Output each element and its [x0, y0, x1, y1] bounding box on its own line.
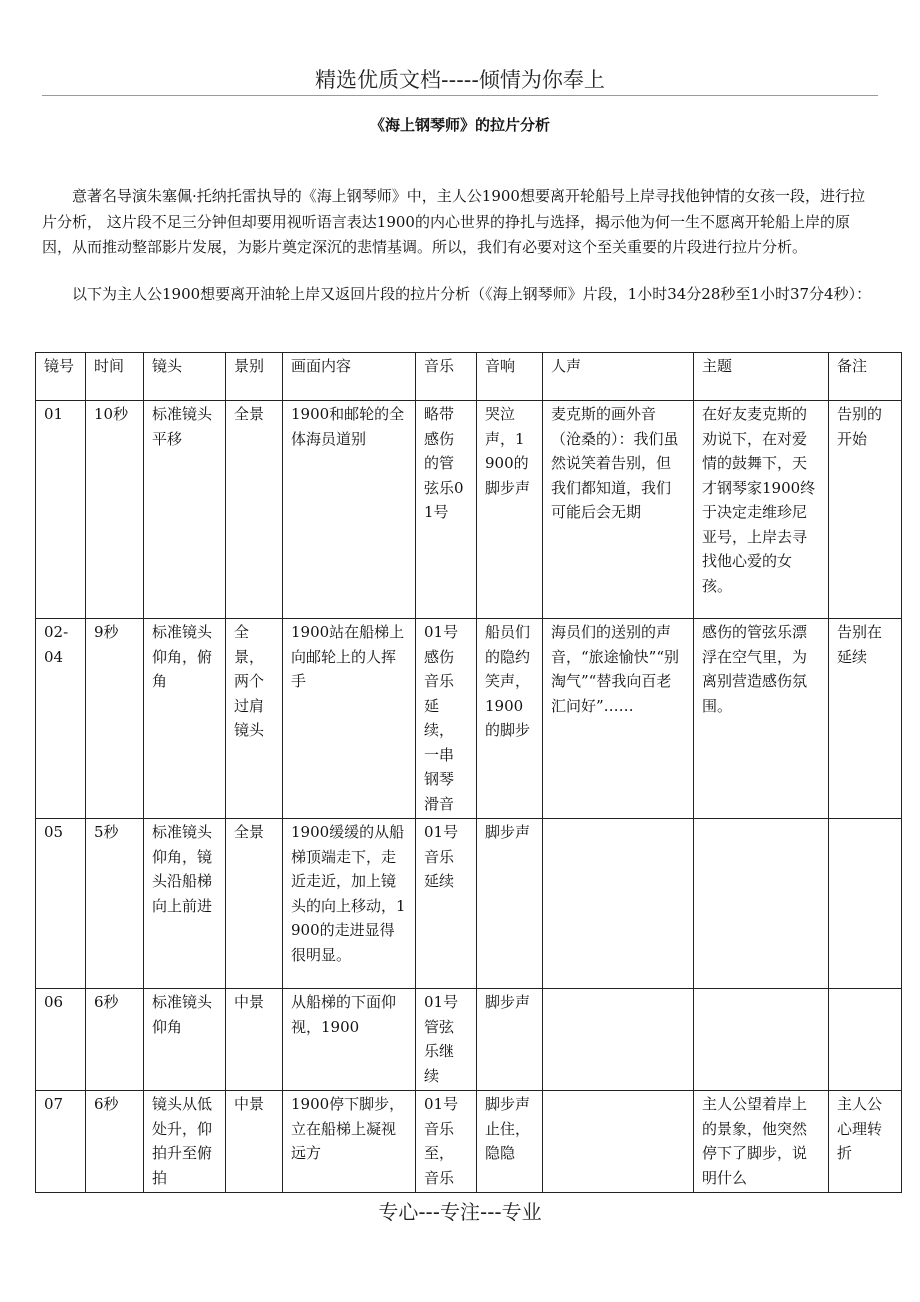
table-cell: 脚步声止住，隐隐: [477, 1091, 543, 1193]
table-cell: 中景: [226, 989, 283, 1091]
table-cell: 从船梯的下面仰视，1900: [283, 989, 416, 1091]
table-cell: 标准镜头仰角，镜头沿船梯向上前进: [144, 819, 226, 989]
table-cell: 01号音乐延续: [416, 819, 477, 989]
table-cell: 中景: [226, 1091, 283, 1193]
table-cell: 9秒: [86, 619, 144, 819]
table-cell: 1900站在船梯上向邮轮上的人挥手: [283, 619, 416, 819]
table-cell: 全景，两个过肩镜头: [226, 619, 283, 819]
table-cell: 脚步声: [477, 819, 543, 989]
table-cell: 镜头从低处升，仰拍升至俯拍: [144, 1091, 226, 1193]
table-cell: 6秒: [86, 989, 144, 1091]
table-cell: 告别的开始: [829, 401, 902, 619]
header-cell-music: 音乐: [416, 353, 477, 401]
header-cell-sound: 音响: [477, 353, 543, 401]
table-cell: 略带感伤的管弦乐01号: [416, 401, 477, 619]
table-cell: 主人公望着岸上的景象，他突然停下了脚步，说明什么: [694, 1091, 829, 1193]
header-cell-shot-no: 镜号: [36, 353, 86, 401]
table-cell: 1900和邮轮的全体海员道别: [283, 401, 416, 619]
table-row: [36, 819, 902, 989]
table-cell: 10秒: [86, 401, 144, 619]
header-divider: [42, 95, 878, 96]
table-row: [36, 1091, 902, 1193]
table-header-row: [36, 353, 902, 401]
table-cell: 在好友麦克斯的劝说下，在对爱情的鼓舞下，天才钢琴家1900终于决定走维珍尼亚号，上岸去寻找他心爱的女孩。: [694, 401, 829, 619]
table-cell: 船员们的隐约笑声，1900的脚步: [477, 619, 543, 819]
table-row: [36, 619, 902, 819]
table-cell: [543, 819, 694, 989]
header-cell-voice: 人声: [543, 353, 694, 401]
header-cell-shot-size: 景别: [226, 353, 283, 401]
table-cell: [543, 989, 694, 1091]
table-cell: 麦克斯的画外音（沧桑的）：我们虽然说笑着告别，但我们都知道，我们可能后会无期: [543, 401, 694, 619]
table-cell: [543, 1091, 694, 1193]
shot-analysis-table: [35, 352, 902, 1193]
table-cell: [829, 819, 902, 989]
table-cell: 哭泣声，1900的脚步声: [477, 401, 543, 619]
header-cell-theme: 主题: [694, 353, 829, 401]
table-cell: 告别在延续: [829, 619, 902, 819]
header-cell-camera: 镜头: [144, 353, 226, 401]
table-cell: [694, 819, 829, 989]
table-row: [36, 989, 902, 1091]
table-cell: 感伤的管弦乐漂浮在空气里，为离别营造感伤氛围。: [694, 619, 829, 819]
table-row: [36, 401, 902, 619]
table-cell: 1900缓缓的从船梯顶端走下，走近走近，加上镜头的向上移动，1900的走进显得很明显。: [283, 819, 416, 989]
table-cell: 07: [36, 1091, 86, 1193]
intro-paragraph: 意著名导演朱塞佩·托纳托雷执导的《海上钢琴师》中，主人公1900想要离开轮船号上岸寻找他钟情的女孩一段，进行拉片分析， 这片段不足三分钟但却要用视听语言表达1900的内心世界的挣扎与选择，揭示他为何一生不愿离开轮船上岸的原因，从而推动整部影片发展，为影片奠定深沉的悲情基调。所以，我们有必要对这个至关重要的片段进行拉片分析。: [42, 187, 865, 256]
table-cell: 全景: [226, 401, 283, 619]
document-title: 《海上钢琴师》的拉片分析: [369, 116, 550, 134]
table-cell: [694, 989, 829, 1091]
table-cell: 1900停下脚步，立在船梯上凝视远方: [283, 1091, 416, 1193]
table-cell: 标准镜头仰角: [144, 989, 226, 1091]
table-cell: 02-04: [36, 619, 86, 819]
table-cell: 01号管弦乐继续: [416, 989, 477, 1091]
table-cell: 主人公心理转折: [829, 1091, 902, 1193]
table-cell: 海员们的送别的声音，“旅途愉快”“别淘气”“替我向百老汇问好”……: [543, 619, 694, 819]
table-cell: 5秒: [86, 819, 144, 989]
table-cell: 全景: [226, 819, 283, 989]
table-cell: 标准镜头仰角，俯角: [144, 619, 226, 819]
page-header: 精选优质文档-----倾情为你奉上: [315, 68, 605, 92]
table-cell: 01号音乐至，音乐: [416, 1091, 477, 1193]
header-cell-notes: 备注: [829, 353, 902, 401]
table-cell: 脚步声: [477, 989, 543, 1091]
header-cell-time: 时间: [86, 353, 144, 401]
table-cell: 6秒: [86, 1091, 144, 1193]
scope-paragraph: 以下为主人公1900想要离开油轮上岸又返回片段的拉片分析（《海上钢琴师》片段，1小时34分28秒至1小时37分4秒）：: [72, 285, 872, 303]
table-cell: [829, 989, 902, 1091]
table-cell: 05: [36, 819, 86, 989]
table-cell: 06: [36, 989, 86, 1091]
page-footer: 专心---专注---专业: [378, 1200, 542, 1224]
table-cell: 01号感伤音乐延续，一串钢琴滑音: [416, 619, 477, 819]
header-cell-content: 画面内容: [283, 353, 416, 401]
table-cell: 01: [36, 401, 86, 619]
table-cell: 标准镜头平移: [144, 401, 226, 619]
